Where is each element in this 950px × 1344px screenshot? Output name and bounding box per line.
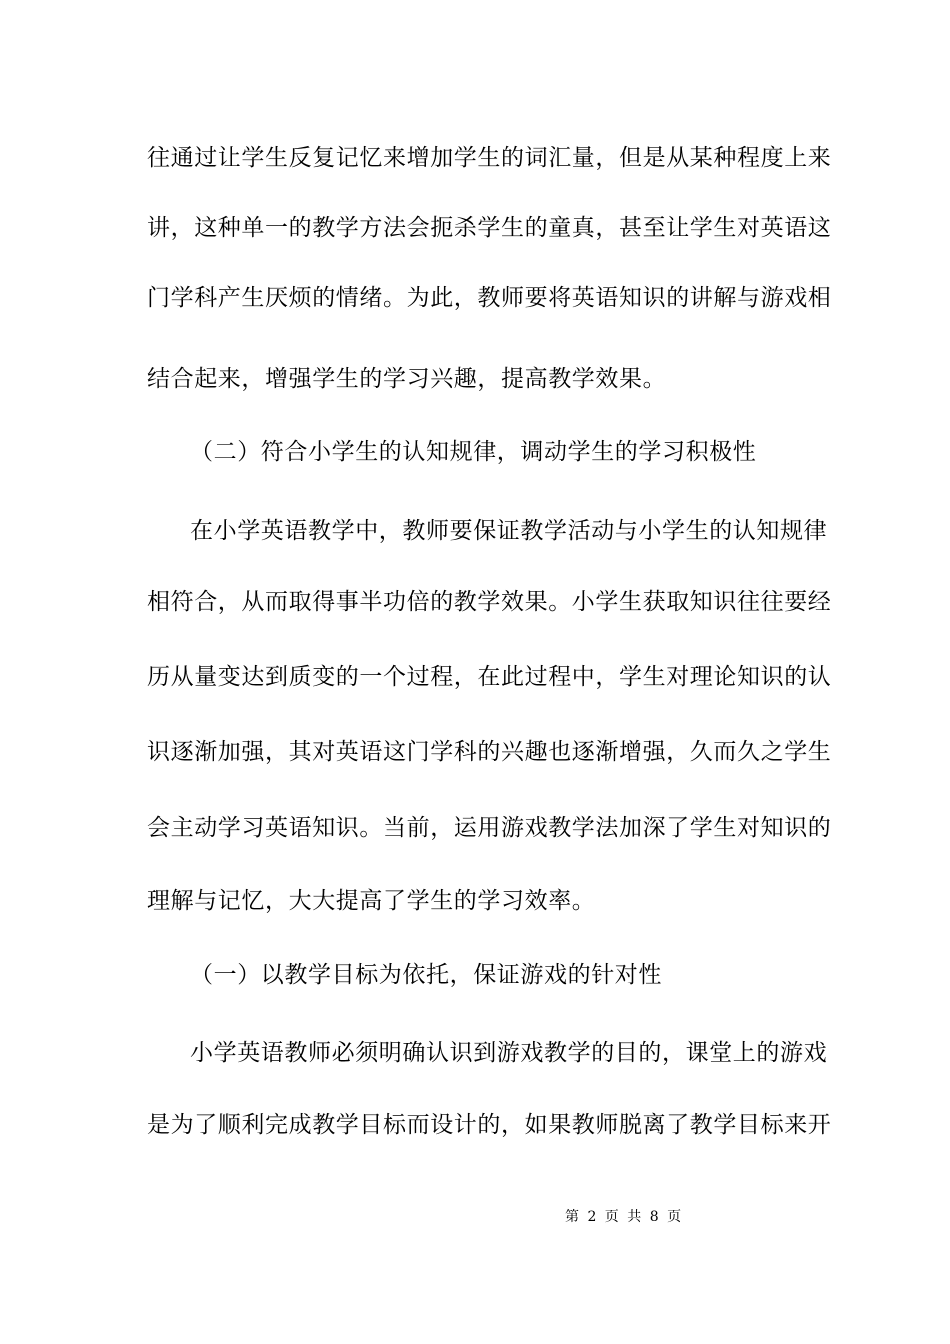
- body-text-line: 门学科产生厌烦的情绪。为此，教师要将英语知识的讲解与游戏相: [147, 285, 832, 311]
- body-text-line: 往通过让学生反复记忆来增加学生的词汇量，但是从某种程度上来: [147, 145, 832, 171]
- body-text-line: 理解与记忆，大大提高了学生的学习效率。: [147, 888, 596, 914]
- body-text-line: 小学英语教师必须明确认识到游戏教学的目的，课堂上的游戏: [190, 1040, 828, 1066]
- body-text-line: 相符合，从而取得事半功倍的教学效果。小学生获取知识往往要经: [147, 589, 832, 615]
- section-heading: （二）符合小学生的认知规律，调动学生的学习积极性: [190, 439, 757, 465]
- body-text-line: 历从量变达到质变的一个过程，在此过程中，学生对理论知识的认: [147, 664, 832, 690]
- page-number-footer: 第 2 页 共 8 页: [565, 1209, 684, 1225]
- body-text-line: 在小学英语教学中，教师要保证教学活动与小学生的认知规律: [190, 518, 828, 544]
- body-text-line: 讲，这种单一的教学方法会扼杀学生的童真，甚至让学生对英语这: [147, 215, 832, 241]
- section-heading: （一）以教学目标为依托，保证游戏的针对性: [190, 962, 662, 988]
- body-text-line: 是为了顺利完成教学目标而设计的，如果教师脱离了教学目标来开: [147, 1112, 832, 1138]
- body-text-line: 会主动学习英语知识。当前，运用游戏教学法加深了学生对知识的: [147, 815, 832, 841]
- body-text-line: 结合起来，增强学生的学习兴趣，提高教学效果。: [147, 366, 667, 392]
- body-text-line: 识逐渐加强，其对英语这门学科的兴趣也逐渐增强，久而久之学生: [147, 739, 832, 765]
